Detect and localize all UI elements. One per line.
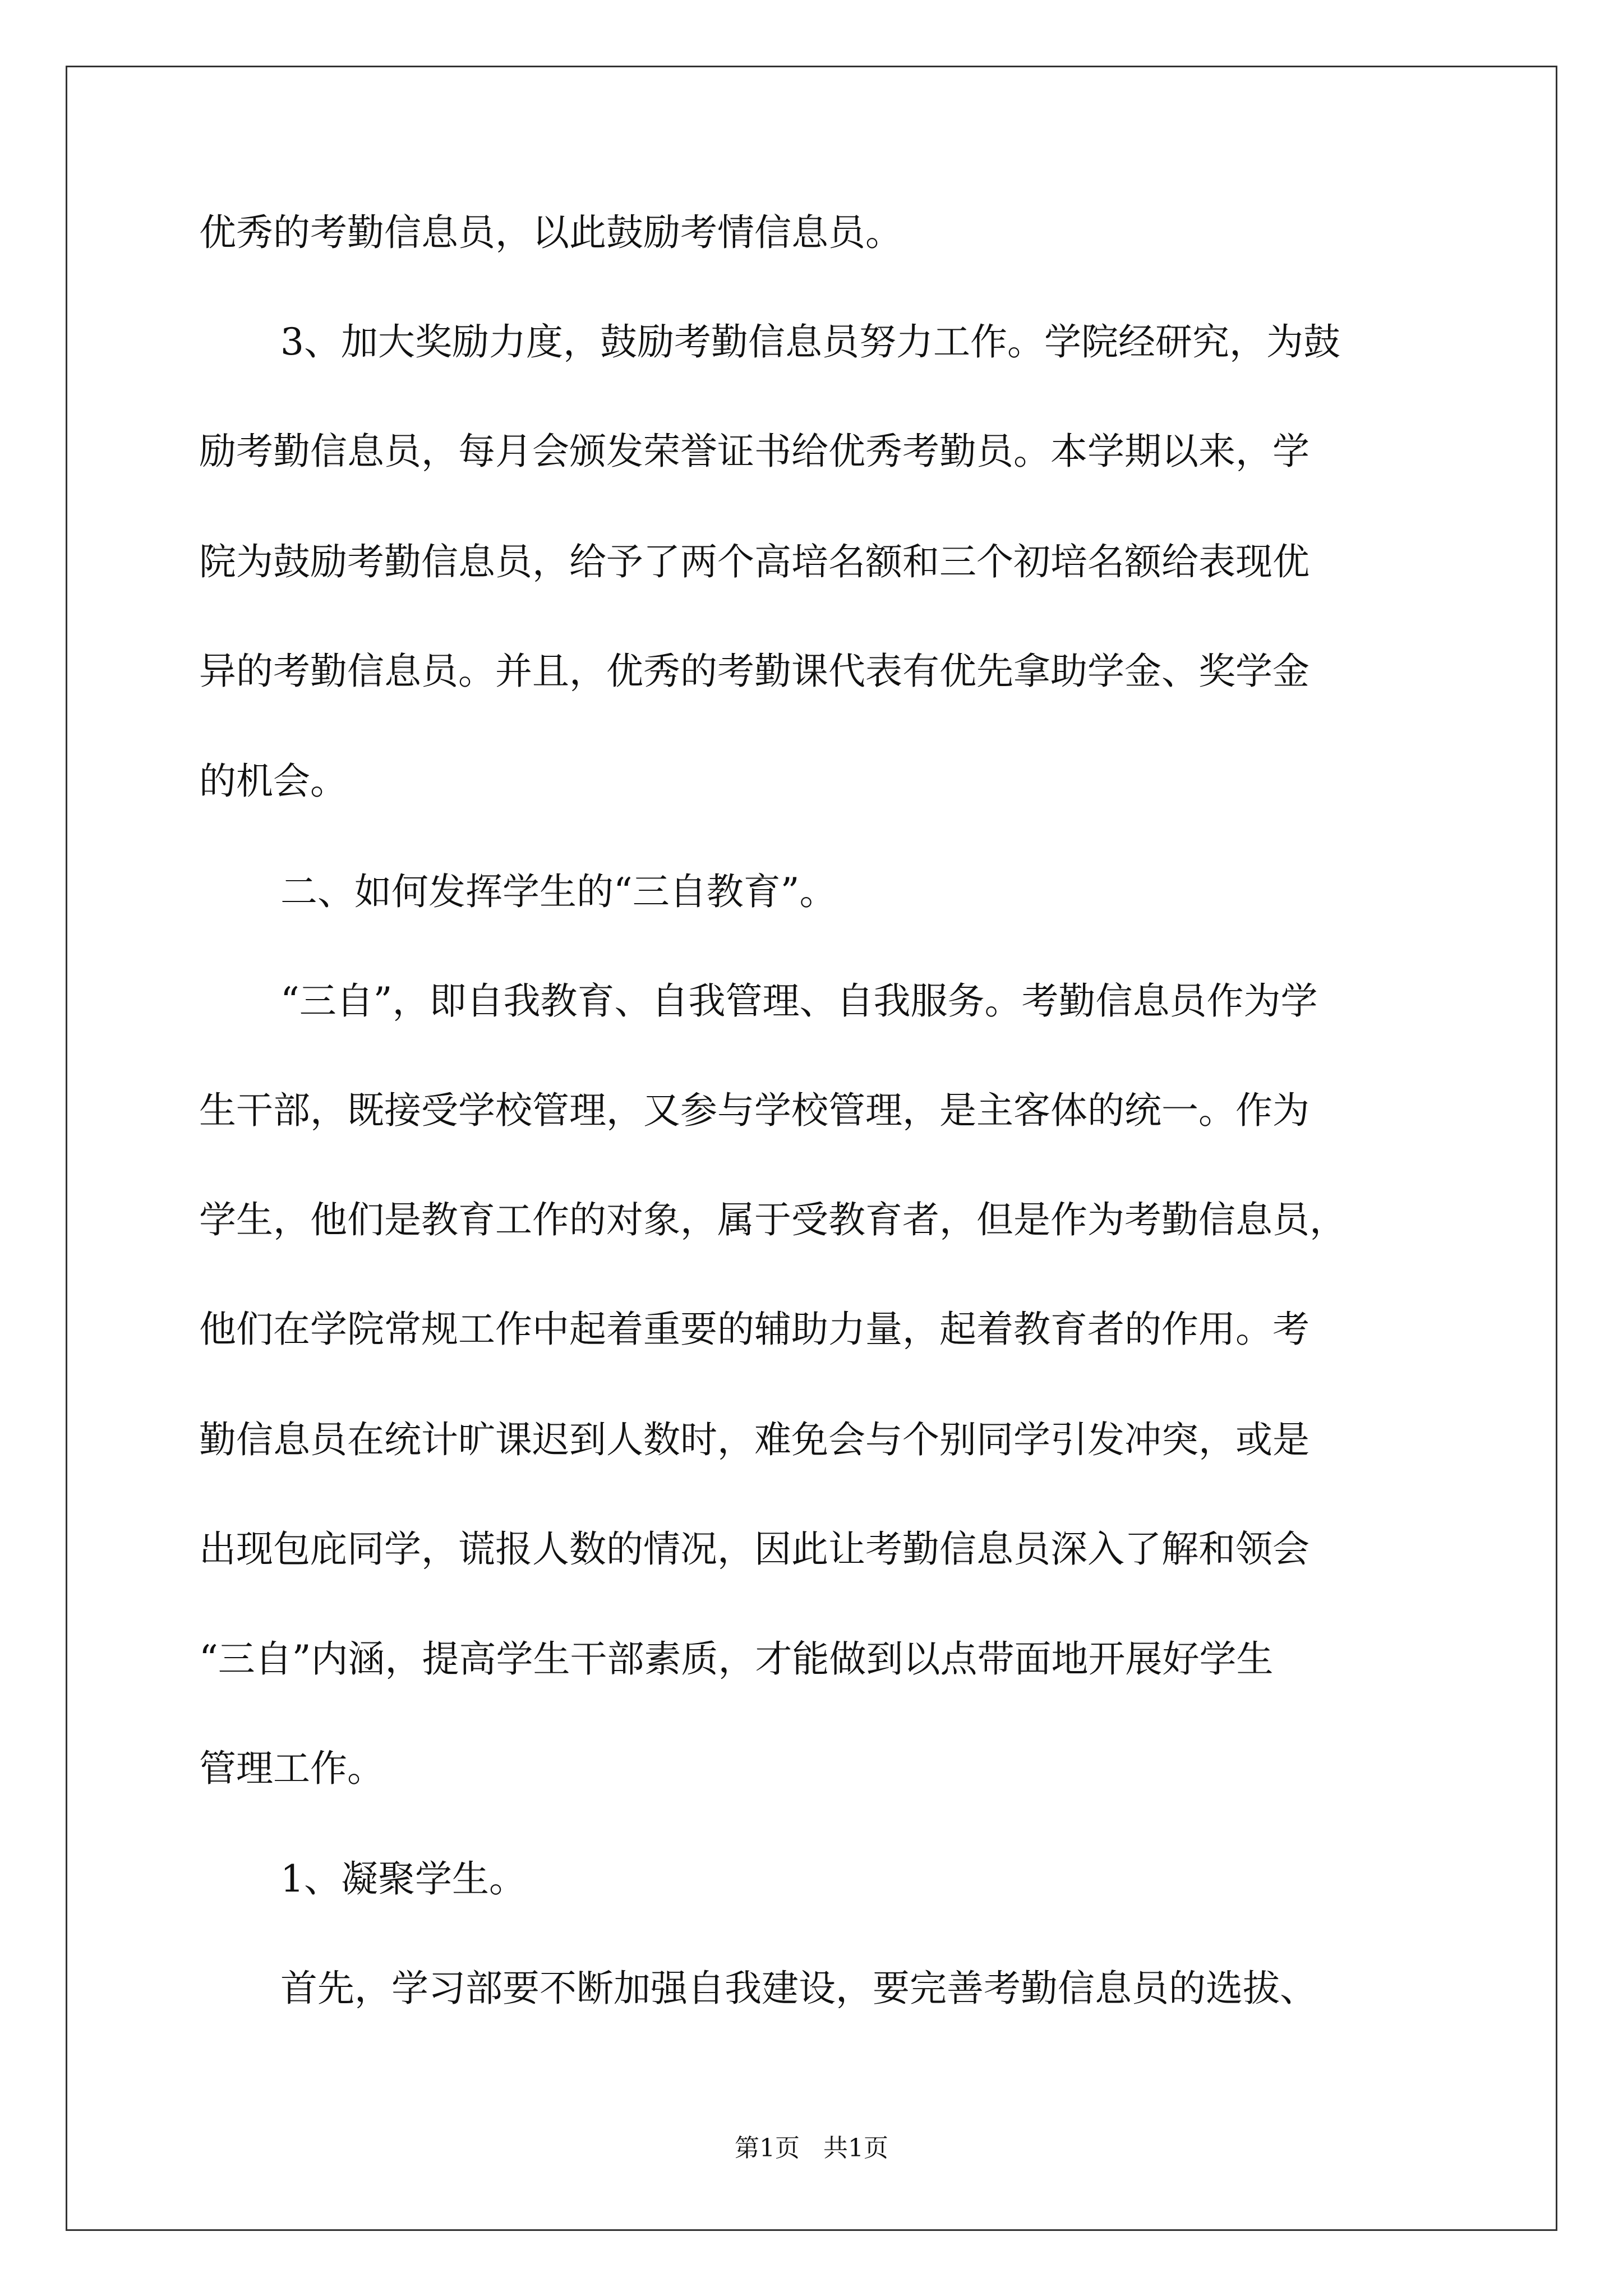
text-line: 首先，学习部要不断加强自我建设，要完善考勤信息员的选拔、 xyxy=(280,1967,1317,2010)
text-line: 学生，他们是教育工作的对象，属于受教育者，但是作为考勤信息员， xyxy=(199,1198,1347,1241)
section-heading: 1、凝聚学生。 xyxy=(280,1857,526,1901)
text-line: 的机会。 xyxy=(199,760,347,803)
section-heading: 二、如何发挥学生的“三自教育”。 xyxy=(280,870,837,913)
text-line: 3、加大奖励力度，鼓励考勤信息员努力工作。学院经研究，为鼓 xyxy=(280,320,1340,364)
text-line: 他们在学院常规工作中起着重要的辅助力量，起着教育者的作用。考 xyxy=(199,1308,1310,1351)
text-line: 异的考勤信息员。并且，优秀的考勤课代表有优先拿助学金、奖学金 xyxy=(199,650,1310,693)
text-line: 励考勤信息员，每月会颁发荣誉证书给优秀考勤员。本学期以来，学 xyxy=(199,430,1310,473)
text-line: 勤信息员在统计旷课迟到人数时，难免会与个别同学引发冲突，或是 xyxy=(199,1418,1310,1461)
text-line: 管理工作。 xyxy=(199,1747,384,1790)
text-line: 院为鼓励考勤信息员，给予了两个高培名额和三个初培名额给表现优 xyxy=(199,540,1310,583)
text-line: “三自”内涵，提高学生干部素质，才能做到以点带面地开展好学生 xyxy=(199,1637,1274,1681)
text-line: “三自”，即自我教育、自我管理、自我服务。考勤信息员作为学 xyxy=(280,979,1318,1023)
page-footer: 第1页 共1页 xyxy=(735,2134,888,2162)
text-line: 出现包庇同学，谎报人数的情况，因此让考勤信息员深入了解和领会 xyxy=(199,1527,1310,1571)
text-line: 生干部，既接受学校管理，又参与学校管理，是主客体的统一。作为 xyxy=(199,1089,1310,1132)
text-line: 优秀的考勤信息员，以此鼓励考情信息员。 xyxy=(199,211,902,254)
page-frame xyxy=(66,66,1557,2231)
